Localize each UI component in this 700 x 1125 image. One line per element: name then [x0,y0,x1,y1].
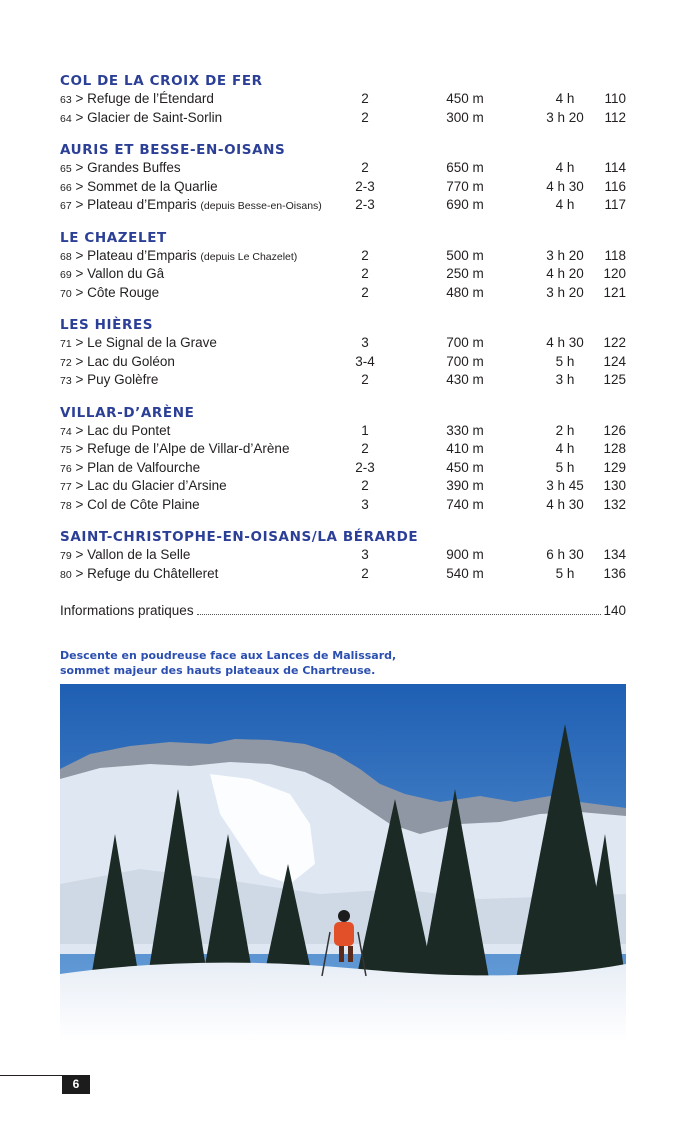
route-page: 132 [603,496,626,512]
route-page: 124 [603,353,626,369]
route-row [60,353,626,372]
route-name: Puy Golèfre [87,372,159,387]
route-arrow: > [71,478,88,493]
route-name: Refuge de l’Étendard [87,91,214,106]
toc-section [60,316,626,390]
route-page: 120 [603,266,626,281]
route-elevation: 250 m [446,266,484,281]
toc-section [60,528,626,583]
route-time: 6 h 30 [546,547,584,562]
route-time: 4 h [555,197,575,212]
route-row [60,247,626,266]
route-difficulty: 2 [361,91,369,106]
route-page: 126 [603,422,626,438]
route-row [60,159,626,178]
section-title: VILLAR-D’ARÈNE [60,404,195,421]
route-difficulty: 2 [361,160,369,175]
route-number: 70 [60,287,72,300]
route-name: Plan de Valfourche [87,459,201,475]
route-difficulty: 1 [361,422,369,438]
route-row [60,440,626,459]
route-arrow: > [71,372,88,387]
route-number: 75 [60,444,72,456]
route-name: Glacier de Saint-Sorlin [87,109,223,125]
route-arrow: > [71,547,88,562]
route-elevation: 700 m [446,335,484,350]
route-difficulty: 3-4 [355,353,375,369]
route-number: 72 [60,356,72,369]
snow-mountain-photo [60,684,626,1042]
info-row [60,601,626,621]
leader-dots [197,613,602,615]
route-time: 3 h 20 [546,109,584,125]
route-arrow: > [71,441,88,456]
info-label: Informations pratiques [60,603,194,618]
route-number: 63 [60,94,72,106]
route-name: Vallon de la Selle [87,547,191,562]
route-page: 129 [603,459,626,475]
route-number: 69 [60,269,72,281]
route-arrow: > [71,247,88,263]
route-number: 76 [60,462,72,475]
route-page: 136 [603,565,626,581]
route-elevation: 690 m [446,197,484,212]
route-elevation: 430 m [446,372,484,387]
route-time: 4 h [555,160,575,175]
route-time: 4 h 30 [546,496,584,512]
route-page: 121 [603,284,626,300]
route-name: Lac du Goléon [87,353,175,369]
table-of-contents [60,72,626,621]
footer-rule [0,1075,62,1094]
toc-section [60,229,626,303]
section-title: LE CHAZELET [60,229,167,246]
caption-line-1: Descente en poudreuse face aux Lances de Malissard, [60,649,397,662]
route-elevation: 450 m [446,459,484,475]
route-row [60,422,626,441]
route-name: Lac du Pontet [87,422,171,438]
route-page: 110 [604,91,626,106]
toc-section [60,404,626,515]
route-elevation: 330 m [446,422,484,438]
route-name: Le Signal de la Grave [87,335,217,350]
route-time: 4 h 30 [546,178,584,194]
route-number: 79 [60,550,72,562]
route-row [60,284,626,303]
route-number: 68 [60,250,72,263]
route-difficulty: 2 [361,247,369,263]
route-number: 64 [60,112,72,125]
section-title: LES HIÈRES [60,317,154,333]
route-elevation: 740 m [446,496,484,512]
route-row [60,196,626,215]
section-title: SAINT-CHRISTOPHE-EN-OISANS/LA BÉRARDE [60,529,419,545]
route-name: Plateau d’Emparis [87,197,197,212]
route-time: 3 h [555,372,575,387]
route-row [60,477,626,496]
route-time: 5 h [555,565,575,581]
route-difficulty: 2-3 [355,197,375,212]
route-elevation: 500 m [446,247,484,263]
route-row [60,371,626,390]
route-arrow: > [71,109,88,125]
route-row [60,334,626,353]
route-number: 78 [60,499,72,512]
route-time: 5 h [555,353,575,369]
route-row [60,90,626,109]
route-arrow: > [71,496,88,512]
route-elevation: 900 m [446,547,484,562]
route-arrow: > [71,353,88,369]
route-note: (depuis Besse-en-Oisans) [200,200,322,212]
route-arrow: > [71,91,88,106]
route-arrow: > [71,422,88,438]
route-difficulty: 3 [361,496,369,512]
route-row [60,178,626,197]
route-note: (depuis Le Chazelet) [200,250,298,263]
route-elevation: 700 m [446,353,484,369]
route-row [60,459,626,478]
route-arrow: > [71,160,88,175]
route-number: 74 [60,425,72,438]
route-difficulty: 2-3 [355,459,375,475]
route-row [60,546,626,565]
section-title: AURIS ET BESSE-EN-OISANS [60,142,286,158]
route-page: 117 [604,197,626,212]
route-page: 128 [603,441,626,456]
route-arrow: > [71,284,88,300]
route-row [60,565,626,584]
route-time: 2 h [555,422,575,438]
route-elevation: 410 m [446,441,484,456]
route-difficulty: 2 [361,478,369,493]
route-time: 4 h [555,91,575,106]
route-arrow: > [71,197,88,212]
route-elevation: 650 m [446,160,484,175]
route-page: 112 [604,109,626,125]
route-arrow: > [71,335,88,350]
route-time: 5 h [555,459,575,475]
photo-caption [60,648,460,678]
route-page: 134 [603,547,626,562]
route-page: 118 [604,247,626,263]
route-name: Côte Rouge [87,284,160,300]
route-difficulty: 2 [361,284,369,300]
route-time: 3 h 20 [546,247,584,263]
route-elevation: 300 m [446,109,484,125]
route-name: Grandes Buffes [87,160,181,175]
route-number: 73 [60,375,72,387]
route-difficulty: 2 [361,266,369,281]
route-elevation: 540 m [446,565,484,581]
route-name: Refuge de l’Alpe de Villar-d’Arène [87,441,290,456]
route-name: Vallon du Gâ [87,266,165,281]
route-difficulty: 2-3 [355,178,375,194]
route-row [60,265,626,284]
route-time: 4 h [555,441,575,456]
route-name: Lac du Glacier d’Arsine [87,478,227,493]
route-number: 66 [60,181,72,194]
route-difficulty: 3 [361,335,369,350]
route-number: 80 [60,568,72,581]
section-title: COL DE LA CROIX DE FER [60,73,263,89]
route-number: 71 [60,338,72,350]
route-difficulty: 3 [361,547,369,562]
route-time: 4 h 20 [546,266,584,281]
page-number: 6 [62,1075,90,1094]
route-row [60,496,626,515]
route-number: 65 [60,163,72,175]
route-difficulty: 2 [361,372,369,387]
route-number: 77 [60,481,72,493]
caption-line-2: sommet majeur des hauts plateaux de Chartreuse. [60,664,376,677]
route-elevation: 390 m [446,478,484,493]
route-arrow: > [71,266,88,281]
route-time: 3 h 20 [546,284,584,300]
route-page: 130 [603,478,626,493]
route-time: 3 h 45 [546,478,584,493]
route-difficulty: 2 [361,565,369,581]
route-row [60,109,626,128]
route-page: 122 [603,335,626,350]
route-arrow: > [71,565,88,581]
route-elevation: 770 m [446,178,484,194]
route-arrow: > [71,178,88,194]
route-name: Col de Côte Plaine [87,496,200,512]
toc-section [60,141,626,215]
info-page: 140 [603,603,626,618]
route-name: Sommet de la Quarlie [87,178,218,194]
route-elevation: 450 m [446,91,484,106]
route-number: 67 [60,200,72,212]
toc-sections [60,72,626,583]
route-page: 114 [604,160,626,175]
route-page: 116 [604,178,626,194]
route-name: Plateau d’Emparis [87,247,197,263]
toc-section [60,72,626,127]
route-page: 125 [603,372,626,387]
route-arrow: > [71,459,88,475]
route-time: 4 h 30 [546,335,584,350]
route-elevation: 480 m [446,284,484,300]
route-name: Refuge du Châtelleret [87,565,219,581]
route-difficulty: 2 [361,441,369,456]
route-difficulty: 2 [361,109,369,125]
